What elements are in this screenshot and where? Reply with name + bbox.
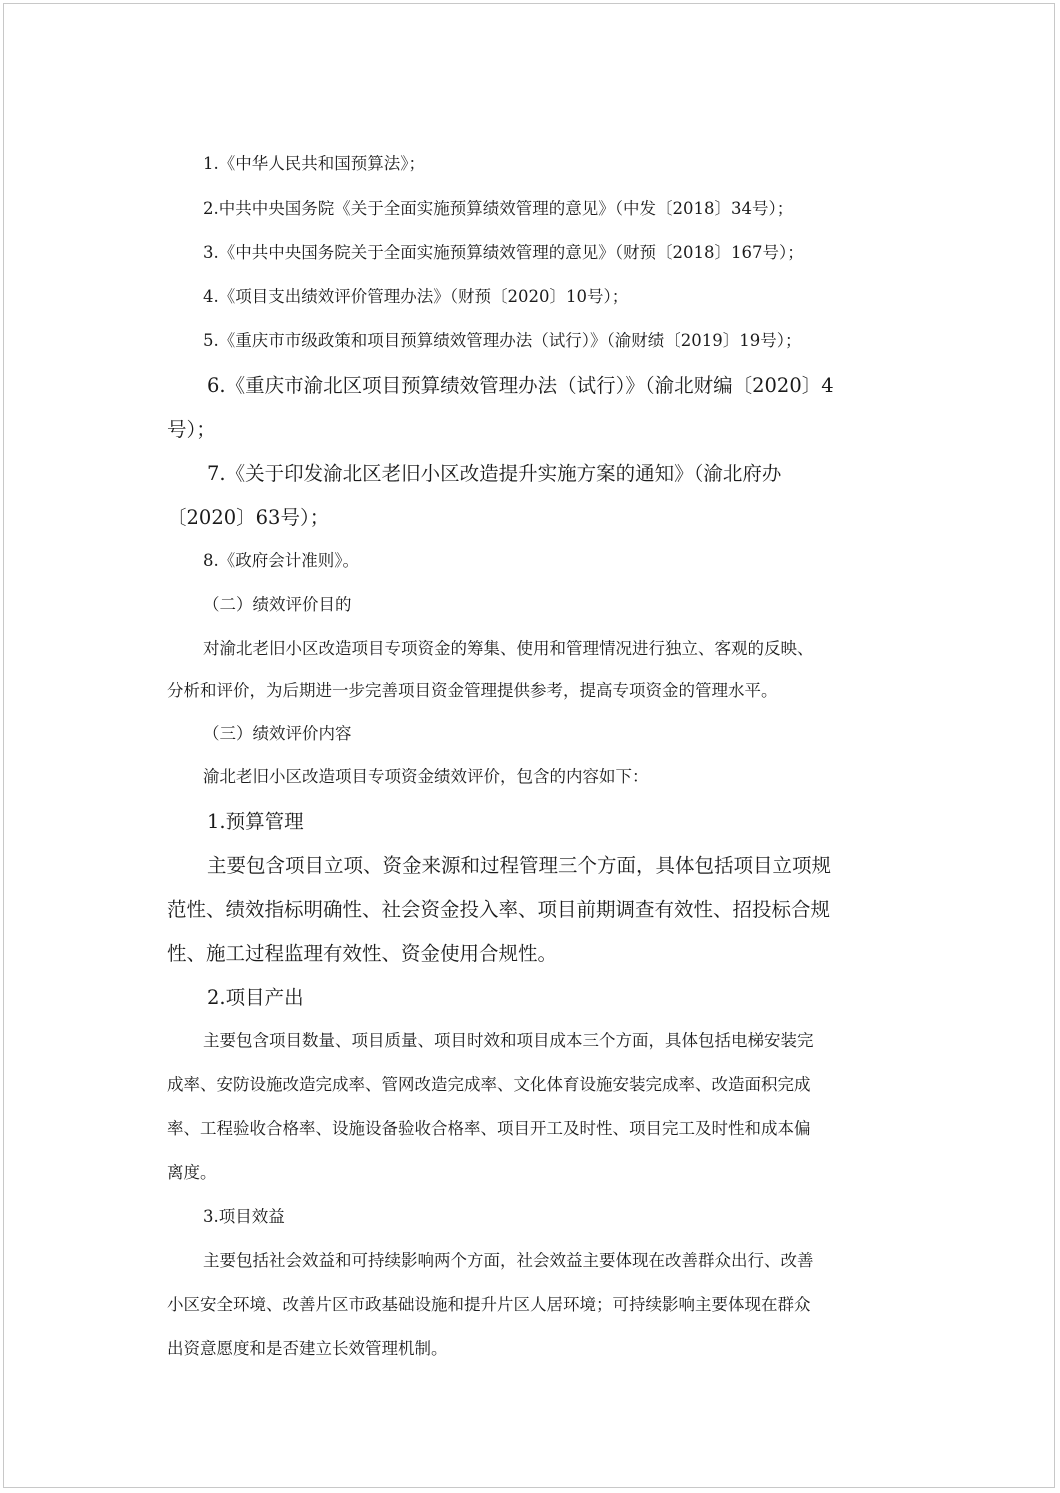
document-page	[3, 3, 1055, 1488]
basis-item-8: 8.《政府会计准则》。	[203, 551, 359, 570]
budget-paragraph-line-2: 范性、绩效指标明确性、社会资金投入率、项目前期调查有效性、招投标合规	[167, 898, 831, 921]
subheading-budget: 1.预算管理	[207, 810, 304, 833]
benefit-paragraph-line-1: 主要包括社会效益和可持续影响两个方面，社会效益主要体现在改善群众出行、改善	[203, 1251, 814, 1270]
budget-paragraph-line-3: 性、施工过程监理有效性、资金使用合规性。	[167, 942, 558, 965]
section-heading-content: （三）绩效评价内容	[203, 724, 352, 743]
output-paragraph-line-4: 离度。	[167, 1163, 217, 1182]
basis-item-1: 1.《中华人民共和国预算法》；	[203, 154, 425, 173]
budget-paragraph-line-1: 主要包含项目立项、资金来源和过程管理三个方面，具体包括项目立项规	[207, 854, 832, 877]
basis-item-6: 6.《重庆市渝北区项目预算绩效管理办法（试行）》（渝北财编〔2020〕4	[207, 374, 834, 397]
output-paragraph-line-2: 成率、安防设施改造完成率、管网改造完成率、文化体育设施安装完成率、改造面积完成	[167, 1075, 811, 1094]
output-paragraph-line-3: 率、工程验收合格率、设施设备验收合格率、项目开工及时性、项目完工及时性和成本偏	[167, 1119, 811, 1138]
basis-item-7-cont: 〔2020〕63号）；	[167, 506, 330, 529]
basis-item-4: 4.《项目支出绩效评价管理办法》（财预〔2020〕10号）；	[203, 287, 629, 306]
output-paragraph-line-1: 主要包含项目数量、项目质量、项目时效和项目成本三个方面，具体包括电梯安装完	[203, 1031, 814, 1050]
content-intro: 渝北老旧小区改造项目专项资金绩效评价，包含的内容如下：	[203, 767, 649, 786]
basis-item-7: 7.《关于印发渝北区老旧小区改造提升实施方案的通知》（渝北府办	[207, 462, 782, 485]
purpose-paragraph-line-2: 分析和评价，为后期进一步完善项目资金管理提供参考，提高专项资金的管理水平。	[167, 681, 778, 700]
purpose-paragraph-line-1: 对渝北老旧小区改造项目专项资金的筹集、使用和管理情况进行独立、客观的反映、	[203, 639, 814, 658]
section-heading-purpose: （二）绩效评价目的	[203, 595, 352, 614]
basis-item-5: 5.《重庆市市级政策和项目预算绩效管理办法（试行）》（渝财绩〔2019〕19号）；	[203, 331, 802, 350]
subheading-benefit: 3.项目效益	[203, 1207, 285, 1226]
benefit-paragraph-line-3: 出资意愿度和是否建立长效管理机制。	[167, 1339, 448, 1358]
basis-item-6-cont: 号）；	[167, 418, 216, 441]
subheading-output: 2.项目产出	[207, 986, 304, 1009]
benefit-paragraph-line-2: 小区安全环境、改善片区市政基础设施和提升片区人居环境；可持续影响主要体现在群众	[167, 1295, 811, 1314]
basis-item-2: 2.中共中央国务院《关于全面实施预算绩效管理的意见》（中发〔2018〕34号）；	[203, 199, 794, 218]
basis-item-3: 3.《中共中央国务院关于全面实施预算绩效管理的意见》（财预〔2018〕167号）；	[203, 243, 804, 262]
